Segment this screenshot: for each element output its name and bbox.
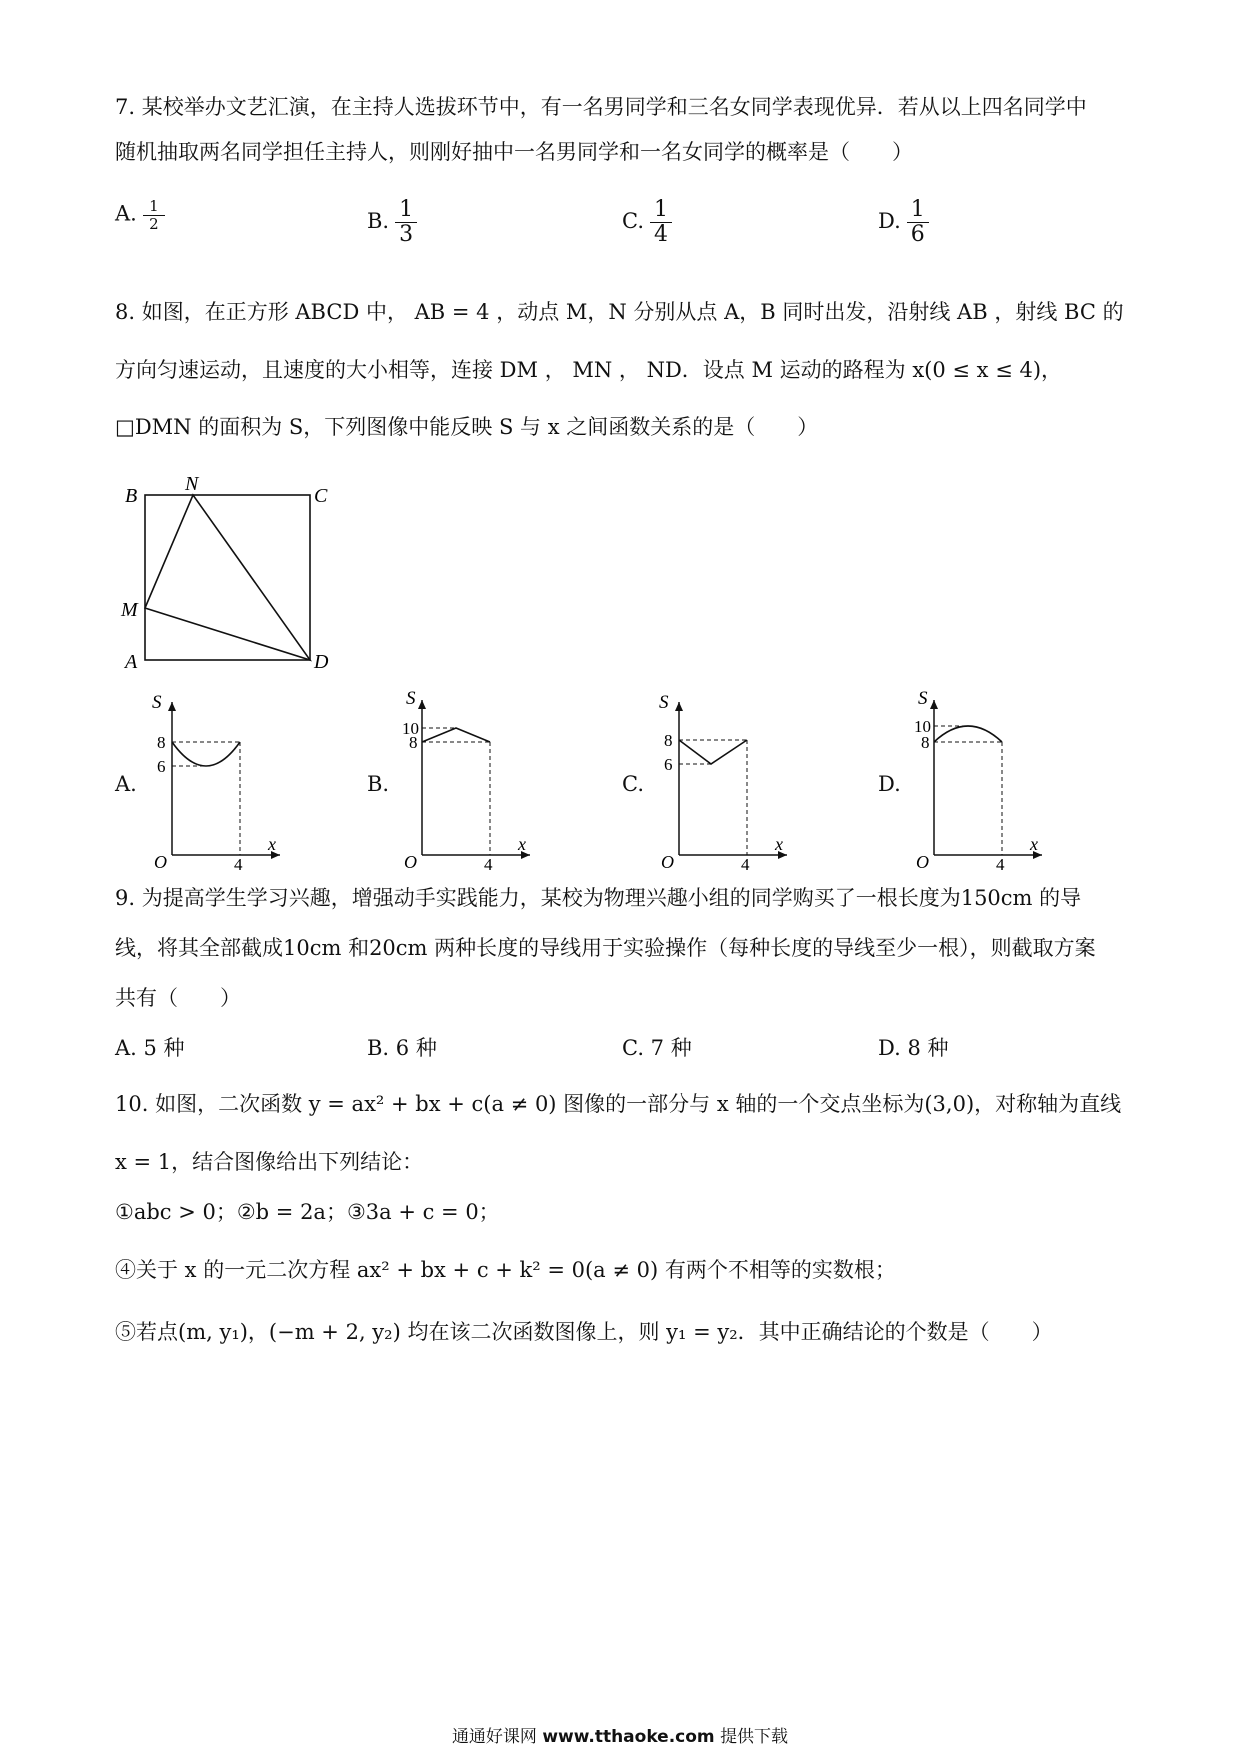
q8-graph-option-c — [657, 690, 792, 870]
svg-text:10: 10 — [914, 717, 931, 736]
label-b: B — [125, 485, 138, 507]
svg-text:O: O — [661, 852, 674, 870]
label-c: C — [314, 485, 328, 507]
svg-text:8: 8 — [157, 733, 166, 752]
svg-text:S: S — [918, 690, 928, 709]
q7-line-1: 7. 某校举办文艺汇演，在主持人选拔环节中，有一名男同学和三名女同学表现优异．若从以上四名同学中 — [115, 95, 1087, 119]
svg-text:x: x — [775, 834, 783, 854]
svg-text:x: x — [268, 834, 276, 854]
svg-text:4: 4 — [996, 855, 1005, 870]
q9-line-2: 线，将其全部截成10cm 和20cm 两种长度的导线用于实验操作（每种长度的导线至少一根），则截取方案 — [115, 936, 1096, 960]
q9-line-3: 共有（ ） — [115, 986, 241, 1010]
svg-text:4: 4 — [234, 855, 243, 870]
q7-line-2: 随机抽取两名同学担任主持人，则刚好抽中一名男同学和一名女同学的概率是（ ） — [115, 140, 913, 164]
triangle-dmn — [145, 495, 310, 660]
svg-text:S: S — [406, 690, 416, 709]
svg-text:O: O — [916, 852, 929, 870]
q7-option-b: B. $\frac{1}{3}$ — [367, 198, 415, 247]
svg-text:S: S — [152, 692, 162, 713]
svg-text:x: x — [518, 834, 526, 854]
q7-option-c: C. $\frac{1}{4}$ — [622, 198, 670, 247]
q10-line-5: ⑤若点(m, y₁)，(−m + 2, y₂) 均在该二次函数图像上，则 y₁ = y₂．其中正确结论的个数是（ ） — [115, 1320, 1053, 1344]
q9-option-c: C. 7 种 — [622, 1036, 692, 1060]
svg-text:8: 8 — [664, 731, 673, 750]
label-m: M — [121, 599, 138, 621]
page-footer — [0, 1722, 1240, 1747]
footer-site-link[interactable]: www.tthaoke.com — [542, 1727, 715, 1747]
q8-graph-option-b — [400, 690, 535, 870]
q7-option-a: A. $\frac{1}{2}$ — [115, 198, 163, 232]
q8-line-1: 8. 如图，在正方形 ABCD 中， AB = 4 ，动点 M，N 分别从点 A，B 同时出发，沿射线 AB ，射线 BC 的 — [115, 300, 1124, 324]
q8-graph-option-a-label: A. — [115, 772, 137, 796]
q8-graph-option-a — [150, 690, 285, 870]
q8-graph-option-b-label: B. — [367, 772, 390, 796]
q8-graph-option-d-label: D. — [878, 772, 901, 796]
label-a: A — [125, 651, 138, 673]
q9-option-a: A. 5 种 — [115, 1036, 185, 1060]
label-n: N — [185, 473, 199, 495]
svg-text:4: 4 — [484, 855, 493, 870]
q8-square-figure — [115, 470, 345, 675]
q7-option-d: D. $\frac{1}{6}$ — [878, 198, 927, 247]
svg-text:4: 4 — [741, 855, 750, 870]
q10-line-3: ①abc > 0；②b = 2a；③3a + c = 0； — [115, 1200, 500, 1224]
q10-line-4: ④关于 x 的一元二次方程 ax² + bx + c + k² = 0(a ≠ 0) 有两个不相等的实数根； — [115, 1258, 896, 1282]
svg-text:O: O — [154, 852, 167, 870]
svg-text:8: 8 — [921, 733, 930, 752]
svg-text:x: x — [1030, 834, 1038, 854]
q10-line-2: x = 1，结合图像给出下列结论： — [115, 1150, 424, 1174]
q9-line-1: 9. 为提高学生学习兴趣，增强动手实践能力，某校为物理兴趣小组的同学购买了一根长度为150cm 的导 — [115, 886, 1082, 910]
q9-option-d: D. 8 种 — [878, 1036, 949, 1060]
q10-line-1: 10. 如图，二次函数 y = ax² + bx + c(a ≠ 0) 图像的一部分与 x 轴的一个交点坐标为(3,0)，对称轴为直线 — [115, 1092, 1122, 1116]
q9-option-b: B. 6 种 — [367, 1036, 437, 1060]
q8-line-2: 方向匀速运动，且速度的大小相等，连接 DM ， MN ， ND．设点 M 运动的路程为 x(0 ≤ x ≤ 4)， — [115, 358, 1063, 382]
svg-text:10: 10 — [402, 719, 419, 738]
square-abcd — [145, 495, 310, 660]
svg-text:6: 6 — [157, 757, 166, 776]
label-d: D — [314, 651, 329, 673]
svg-text:O: O — [404, 852, 417, 870]
footer-prefix: 通通好课网 — [451, 1727, 537, 1747]
svg-text:S: S — [659, 692, 669, 713]
svg-text:6: 6 — [664, 755, 673, 774]
q8-graph-option-d — [912, 690, 1047, 870]
svg-text:8: 8 — [409, 733, 418, 752]
q8-line-3: □DMN 的面积为 S，下列图像中能反映 S 与 x 之间函数关系的是（ ） — [115, 415, 819, 439]
footer-suffix: 提供下载 — [720, 1727, 789, 1747]
q8-graph-option-c-label: C. — [622, 772, 644, 796]
